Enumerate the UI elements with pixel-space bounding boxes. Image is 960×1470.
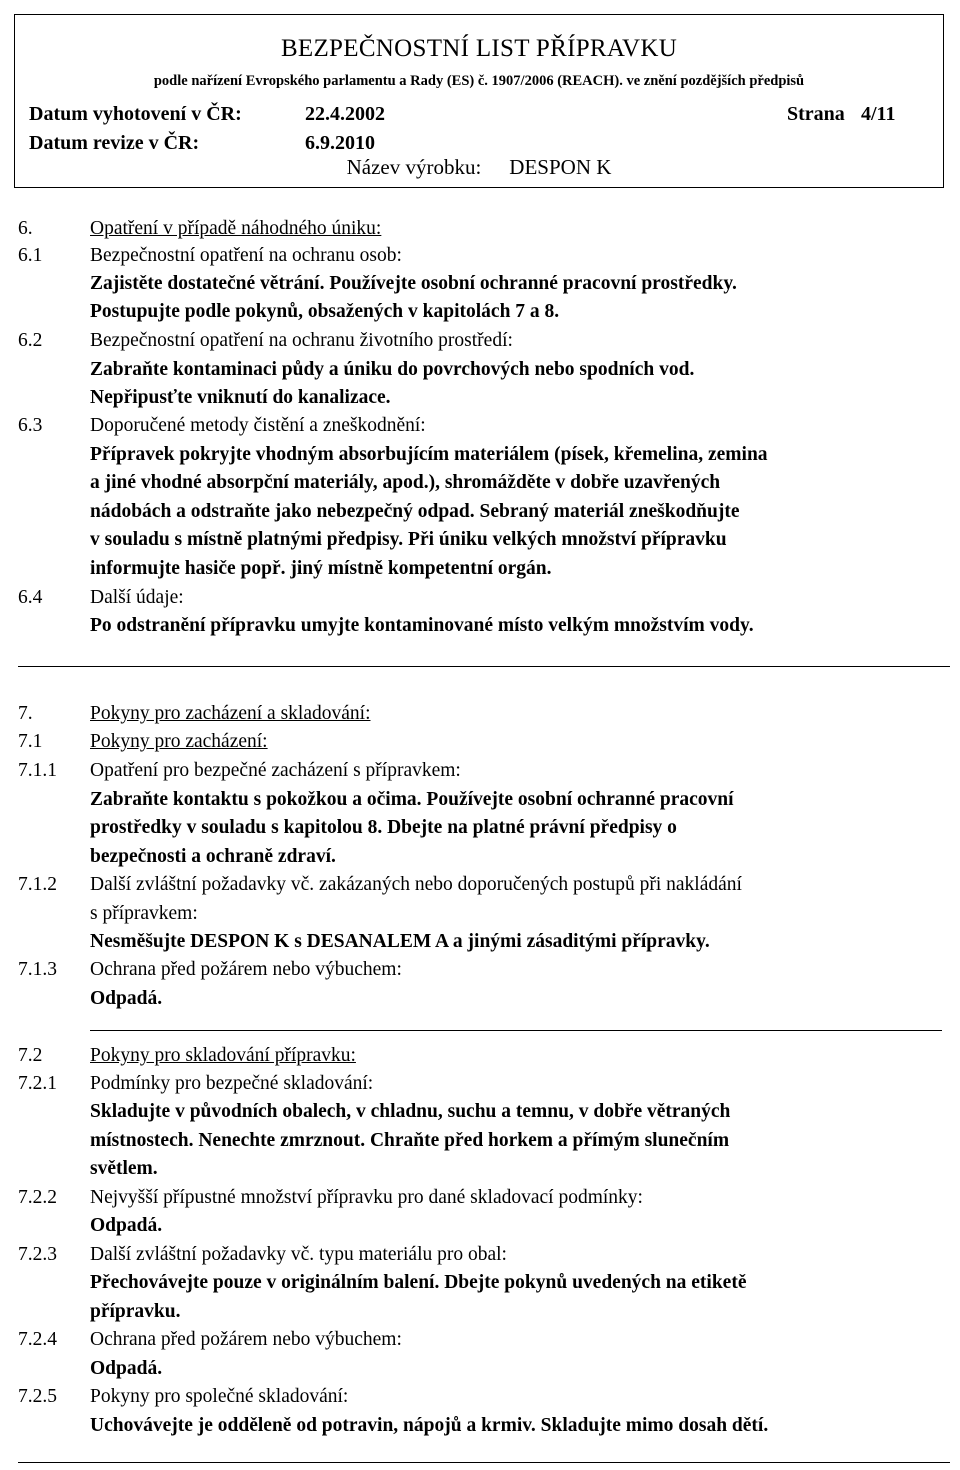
section-7-2-3-number: 7.2.3 [18,1244,57,1265]
section-6-4-number: 6.4 [18,587,43,608]
section-7-2-2-text-1: Odpadá. [90,1215,163,1236]
section-6-2-label: Bezpečnostní opatření na ochranu životního prostředí: [90,330,513,351]
product-value: DESPON K [509,155,612,179]
section-7-1-2-label-cont: s přípravkem: [90,903,198,924]
section-6-4-label: Další údaje: [90,587,184,608]
section-7-2-5-number: 7.2.5 [18,1386,57,1407]
section-6-2-text-2: Nepřipusťte vniknutí do kanalizace. [90,387,391,408]
section-7-2-1-number: 7.2.1 [18,1073,57,1094]
section-7-2-4-label: Ochrana před požárem nebo výbuchem: [90,1329,402,1350]
section-7-1-2-label: Další zvláštní požadavky vč. zakázaných nebo doporučených postupů při nakládání [90,874,742,895]
section-6-4-text-1: Po odstranění přípravku umyjte kontaminované místo velkým množstvím vody. [90,615,754,636]
section-7-2-number: 7.2 [18,1045,43,1066]
section-7-number: 7. [18,703,33,724]
section-7-2-1-label: Podmínky pro bezpečné skladování: [90,1073,374,1094]
section-7-2-5-text-1: Uchovávejte je odděleně od potravin, nápojů a krmiv. Skladujte mimo dosah dětí. [90,1415,769,1436]
section-7-1-3-number: 7.1.3 [18,959,57,980]
section-7-2-3-text-1: Přechovávejte pouze v originálním balení. Dbejte pokynů uvedených na etiketě [90,1272,747,1293]
section-6-3-text-4: v souladu s místně platnými předpisy. Při úniku velkých množství přípravku [90,529,727,550]
footer-divider [18,1462,950,1463]
section-7-2-4-number: 7.2.4 [18,1329,57,1350]
document-header [14,14,944,188]
section-6-1-text-2: Postupujte podle pokynů, obsažených v kapitolách 7 a 8. [90,301,560,322]
created-date-value: 22.4.2002 [305,103,385,125]
section-6-2-number: 6.2 [18,330,43,351]
section-7-2-1-text-3: světlem. [90,1158,158,1179]
section-6-title: Opatření v případě náhodného úniku: [90,218,382,239]
product-label: Název výrobku: [346,155,482,179]
section-6-3-text-3: nádobách a odstraňte jako nebezpečný odpad. Sebraný materiál zneškodňujte [90,501,740,522]
section-7-1-1-text-2: prostředky v souladu s kapitolou 8. Dbejte na platné právní předpisy o [90,817,677,838]
section-7-2-3-label: Další zvláštní požadavky vč. typu materiálu pro obal: [90,1244,507,1265]
section-6-2-text-1: Zabraňte kontaminaci půdy a úniku do povrchových nebo spodních vod. [90,359,695,380]
section-6-number: 6. [18,218,33,239]
subsection-divider [90,1030,942,1031]
section-7-1-1-number: 7.1.1 [18,760,57,781]
section-6-3-text-1: Přípravek pokryjte vhodným absorbujícím materiálem (písek, křemelina, zemina [90,444,768,465]
section-6-3-text-5: informujte hasiče popř. jiný místně kompetentní orgán. [90,558,552,579]
page-label: Strana [787,103,845,125]
section-7-1-label: Pokyny pro zacházení: [90,731,268,752]
product-name-line [15,155,943,180]
section-7-title: Pokyny pro zacházení a skladování: [90,703,371,724]
section-7-1-1-text-3: bezpečnosti a ochraně zdraví. [90,846,336,867]
section-7-1-3-label: Ochrana před požárem nebo výbuchem: [90,959,402,980]
section-7-2-1-text-1: Skladujte v původních obalech, v chladnu, suchu a temnu, v dobře větraných [90,1101,731,1122]
section-7-1-2-text-1: Nesměšujte DESPON K s DESANALEM A a jinými zásaditými přípravky. [90,931,710,952]
regulation-subtitle: podle nařízení Evropského parlamentu a Rady (ES) č. 1907/2006 (REACH). ve znění pozdějších předpisů [153,73,805,89]
section-7-2-1-text-2: místnostech. Nenechte zmrznout. Chraňte před horkem a přímým slunečním [90,1130,730,1151]
section-7-2-3-text-2: přípravku. [90,1301,181,1322]
created-date-label: Datum vyhotovení v ČR: [29,103,242,125]
section-7-2-2-number: 7.2.2 [18,1187,57,1208]
section-7-2-2-label: Nejvyšší přípustné množství přípravku pro dané skladovací podmínky: [90,1187,643,1208]
section-6-1-number: 6.1 [18,245,43,266]
document-title: BEZPEČNOSTNÍ LIST PŘÍPRAVKU [280,35,678,62]
section-7-1-1-text-1: Zabraňte kontaktu s pokožkou a očima. Používejte osobní ochranné pracovní [90,789,734,810]
section-6-3-number: 6.3 [18,415,43,436]
revised-date-label: Datum revize v ČR: [29,132,200,154]
section-7-2-label: Pokyny pro skladování přípravku: [90,1045,356,1066]
revised-date-value: 6.9.2010 [305,132,375,154]
page-value: 4/11 [861,103,896,125]
section-7-1-number: 7.1 [18,731,43,752]
section-6-3-text-2: a jiné vhodné absorpční materiály, apod.), shromážděte v dobře uzavřených [90,472,721,493]
section-7-1-1-label: Opatření pro bezpečné zacházení s přípravkem: [90,760,461,781]
section-6-1-text-1: Zajistěte dostatečné větrání. Používejte osobní ochranné pracovní prostředky. [90,273,737,294]
section-7-1-2-number: 7.1.2 [18,874,57,895]
section-7-2-5-label: Pokyny pro společné skladování: [90,1386,349,1407]
section-7-2-4-text-1: Odpadá. [90,1358,163,1379]
section-7-1-3-text-1: Odpadá. [90,988,163,1009]
section-divider [18,666,950,667]
section-6-1-label: Bezpečnostní opatření na ochranu osob: [90,245,402,266]
section-6-3-label: Doporučené metody čistění a zneškodnění: [90,415,426,436]
